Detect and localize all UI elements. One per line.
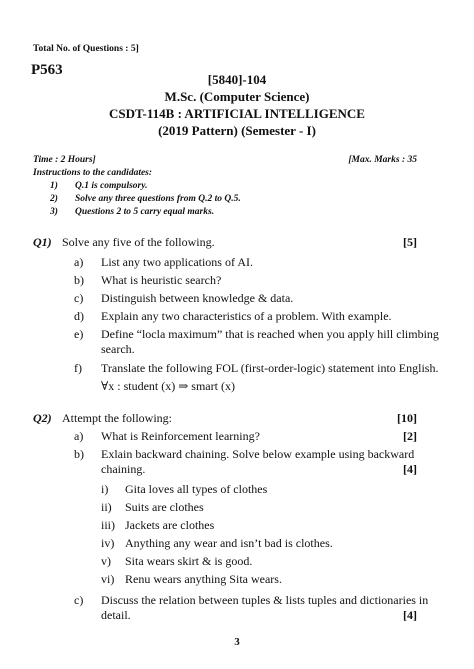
fact-text: Sita wears skirt & is good. <box>125 554 253 568</box>
fol-formula: ∀x : student (x) ⇒ smart (x) <box>101 379 235 393</box>
q1-item-text: Explain any two characteristics of a problem. With example. <box>101 309 392 323</box>
q2a-marks: [2] <box>403 429 417 443</box>
q1-item-text: Define “locla maximum” that is reached when you apply hill climbing <box>101 327 439 341</box>
fact-text: Anything any wear and isn’t bad is clothes. <box>125 536 333 550</box>
instruction-item <box>50 207 58 217</box>
instruction-item <box>50 181 58 191</box>
q2-marks: [10] <box>397 411 417 425</box>
q1-item-label: e) <box>74 327 84 341</box>
q2c-marks: [4] <box>403 608 417 622</box>
q1-prompt: Solve any five of the following. <box>62 235 215 249</box>
paper-code: P563 <box>31 62 63 78</box>
fact-label: ii) <box>101 500 112 514</box>
seat-code: [5840]-104 <box>207 72 267 87</box>
fact-text: Renu wears anything Sita wears. <box>125 572 282 586</box>
q1-item-label: d) <box>74 309 84 323</box>
q2b-text-cont: chaining. <box>101 462 146 476</box>
instruction-text: Q.1 is compulsory. <box>75 181 148 191</box>
instruction-num: 3) <box>50 207 58 217</box>
fact-label: i) <box>101 482 109 496</box>
q1-label: Q1) <box>33 235 52 249</box>
q1-item-text: List any two applications of AI. <box>101 255 253 269</box>
time-label: Time : 2 Hours] <box>33 155 96 165</box>
fact-text: Gita loves all types of clothes <box>125 482 268 496</box>
q1-item-text: Distinguish between knowledge & data. <box>101 291 294 305</box>
instruction-text: Solve any three questions from Q.2 to Q.5. <box>75 194 241 204</box>
max-marks-label: [Max. Marks : 35 <box>348 155 417 165</box>
q2c-text-cont: detail. <box>101 608 131 622</box>
fact-text: Jackets are clothes <box>125 518 215 532</box>
q1-marks: [5] <box>403 235 417 249</box>
instruction-num: 1) <box>50 181 58 191</box>
fact-label: vi) <box>101 572 115 586</box>
fact-label: v) <box>101 554 111 568</box>
q1-item-text-cont: search. <box>101 342 135 356</box>
pattern-title: (2019 Pattern) (Semester - I) <box>158 123 316 138</box>
q1-item-label: c) <box>74 291 84 305</box>
q2b-text: Exlain backward chaining. Solve below example using backward <box>101 447 415 461</box>
q2a-label: a) <box>74 429 84 443</box>
q1-item-text: Translate the following FOL (first-order-logic) statement into English. <box>101 361 439 375</box>
q1-item-label: a) <box>74 255 84 269</box>
instruction-text: Questions 2 to 5 carry equal marks. <box>75 207 215 217</box>
q2-label: Q2) <box>33 411 52 425</box>
course-title: CSDT-114B : ARTIFICIAL INTELLIGENCE <box>109 106 365 121</box>
fact-text: Suits are clothes <box>125 500 204 514</box>
program-title: M.Sc. (Computer Science) <box>164 89 310 104</box>
q2b-marks: [4] <box>403 462 417 476</box>
total-questions: Total No. of Questions : 5] <box>33 44 139 54</box>
q2c-label: c) <box>74 593 84 607</box>
instructions-title: Instructions to the candidates: <box>33 168 153 178</box>
q1-item-label: b) <box>74 273 84 287</box>
fact-label: iii) <box>101 518 115 532</box>
q1-item-label: f) <box>74 361 82 375</box>
instruction-num: 2) <box>50 194 58 204</box>
q2b-label: b) <box>74 447 84 461</box>
q2a-text: What is Reinforcement learning? <box>101 429 260 443</box>
fact-label: iv) <box>101 536 115 550</box>
q2-prompt: Attempt the following: <box>62 411 172 425</box>
q2c-text: Discuss the relation between tuples & lists tuples and dictionaries in <box>101 593 429 607</box>
q1-item-text: What is heuristic search? <box>101 273 222 287</box>
page-number: 3 <box>234 636 240 648</box>
instruction-item <box>50 194 58 204</box>
